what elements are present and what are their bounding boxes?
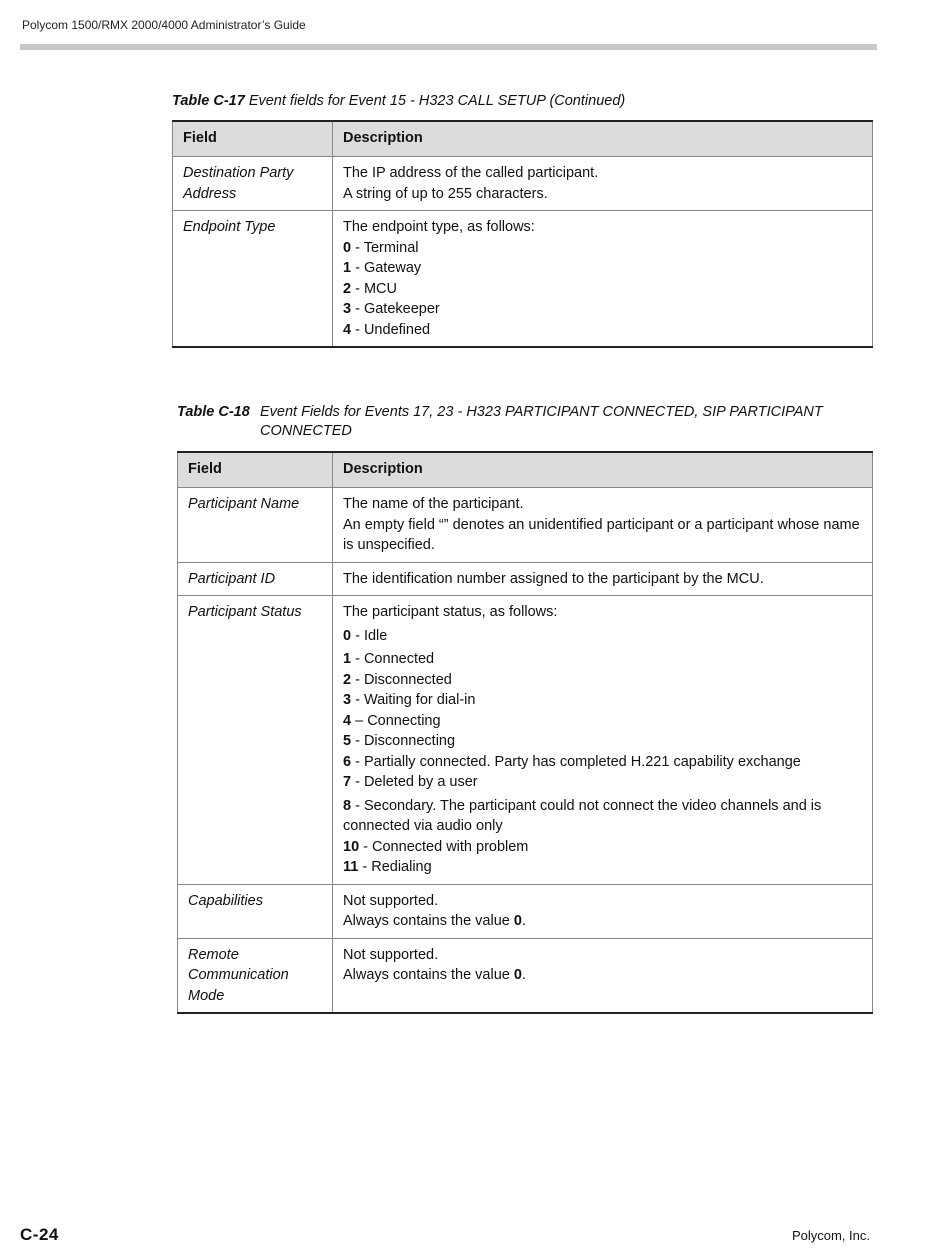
item-text: - Disconnected xyxy=(351,671,452,688)
description-cell xyxy=(333,938,873,1013)
field-cell: Participant Status xyxy=(178,596,333,885)
item-number: 2 xyxy=(343,671,352,688)
table-header-row xyxy=(173,121,873,157)
field-cell: Remote Communication Mode xyxy=(178,938,333,1013)
description-intro: The endpoint type, as follows: xyxy=(343,219,535,235)
description-intro: The participant status, as follows: xyxy=(343,604,558,620)
description-line: The name of the participant. xyxy=(343,496,524,512)
item-number: 11 xyxy=(343,859,359,875)
list-item xyxy=(343,857,862,878)
table-c17 xyxy=(172,120,873,348)
description-line: A string of up to 255 characters. xyxy=(343,185,548,202)
item-number: 3 xyxy=(343,301,352,317)
list-item xyxy=(343,752,862,773)
description-line: Not supported. xyxy=(343,946,439,963)
list-item xyxy=(343,279,862,300)
running-header: Polycom 1500/RMX 2000/4000 Administrator’s Guide xyxy=(22,18,306,32)
list-item xyxy=(343,320,862,341)
description-cell xyxy=(333,884,873,938)
list-item xyxy=(343,837,862,858)
list-item xyxy=(343,670,862,691)
item-number: 6 xyxy=(343,753,352,770)
table-row xyxy=(178,884,873,938)
description-line xyxy=(343,965,862,986)
list-item xyxy=(343,626,862,647)
item-number: 0 xyxy=(343,627,352,644)
item-text: - Connected with problem xyxy=(359,838,529,855)
caption-text: Event Fields for Events 17, 23 - H323 PARTICIPANT CONNECTED, SIP PARTICIPANT CONNECTED xyxy=(260,404,823,439)
item-text: - Partially connected. Party has completed H.221 capability exchange xyxy=(351,753,801,770)
value-bold: 0 xyxy=(513,967,522,983)
column-header-field: Field xyxy=(173,121,333,157)
item-text: - Connected xyxy=(351,651,435,667)
caption-label: Table C-18 xyxy=(177,404,250,420)
list-item xyxy=(343,258,862,279)
list-item xyxy=(343,238,862,259)
field-cell: Endpoint Type xyxy=(173,211,333,348)
description-line: An empty field “” denotes an unidentified participant or a participant whose name is unspecified. xyxy=(343,516,860,553)
table-row xyxy=(173,157,873,211)
table-row xyxy=(173,211,873,348)
item-text: - Idle xyxy=(351,627,388,644)
table-c18-caption xyxy=(177,403,877,441)
item-number: 4 xyxy=(343,712,352,729)
text-segment: Always contains the value xyxy=(343,967,514,983)
item-text: - Waiting for dial-in xyxy=(351,692,476,708)
caption-text: Event fields for Event 15 - H323 CALL SETUP (Continued) xyxy=(244,93,626,109)
item-number: 4 xyxy=(343,321,352,338)
column-header-description: Description xyxy=(333,121,873,157)
list-item xyxy=(343,731,862,752)
value-bold: 0 xyxy=(513,913,522,929)
item-number: 8 xyxy=(343,797,352,814)
item-number: 0 xyxy=(343,239,352,256)
item-text: - Undefined xyxy=(351,321,431,338)
description-cell xyxy=(333,488,873,563)
page-number: C-24 xyxy=(20,1225,59,1244)
header-rule xyxy=(20,44,877,50)
item-number: 7 xyxy=(343,774,352,790)
list-item xyxy=(343,649,862,670)
list-item xyxy=(343,796,862,837)
description-line: The identification number assigned to the participant by the MCU. xyxy=(343,570,764,587)
description-cell xyxy=(333,157,873,211)
column-header-field: Field xyxy=(178,452,333,488)
description-cell xyxy=(333,562,873,596)
description-cell xyxy=(333,596,873,885)
table-row xyxy=(178,938,873,1013)
column-header-description: Description xyxy=(333,452,873,488)
table-row xyxy=(178,562,873,596)
table-row xyxy=(178,488,873,563)
item-text: - Redialing xyxy=(358,859,432,875)
item-number: 5 xyxy=(343,733,352,749)
field-cell: Destination Party Address xyxy=(173,157,333,211)
footer-company: Polycom, Inc. xyxy=(791,1228,870,1243)
item-number: 1 xyxy=(343,651,352,667)
description-line: Not supported. xyxy=(343,892,439,909)
text-segment: . xyxy=(521,913,526,929)
text-segment: Always contains the value xyxy=(343,913,514,929)
item-text: - Terminal xyxy=(351,239,419,256)
description-cell xyxy=(333,211,873,348)
list-item xyxy=(343,690,862,711)
item-text: - Disconnecting xyxy=(351,733,456,749)
table-c17-caption xyxy=(172,92,625,111)
item-text: - Gatekeeper xyxy=(351,301,440,317)
text-segment: . xyxy=(521,967,526,983)
item-text: – Connecting xyxy=(351,712,441,729)
item-text: - MCU xyxy=(351,280,397,297)
table-row xyxy=(178,596,873,885)
item-number: 10 xyxy=(343,838,360,855)
item-text: - Deleted by a user xyxy=(351,774,478,790)
description-line xyxy=(343,911,862,932)
field-cell: Participant Name xyxy=(178,488,333,563)
item-number: 1 xyxy=(343,260,352,276)
field-cell: Participant ID xyxy=(178,562,333,596)
list-item xyxy=(343,299,862,320)
list-item xyxy=(343,772,862,793)
description-line: The IP address of the called participant. xyxy=(343,165,599,181)
table-c18 xyxy=(177,451,873,1014)
item-number: 2 xyxy=(343,280,352,297)
table-header-row xyxy=(178,452,873,488)
caption-label: Table C-17 xyxy=(172,93,245,109)
field-cell: Capabilities xyxy=(178,884,333,938)
list-item xyxy=(343,711,862,732)
item-text: - Secondary. The participant could not connect the video channels and is connected via audio only xyxy=(343,797,822,834)
item-text: - Gateway xyxy=(351,260,422,276)
item-number: 3 xyxy=(343,692,352,708)
